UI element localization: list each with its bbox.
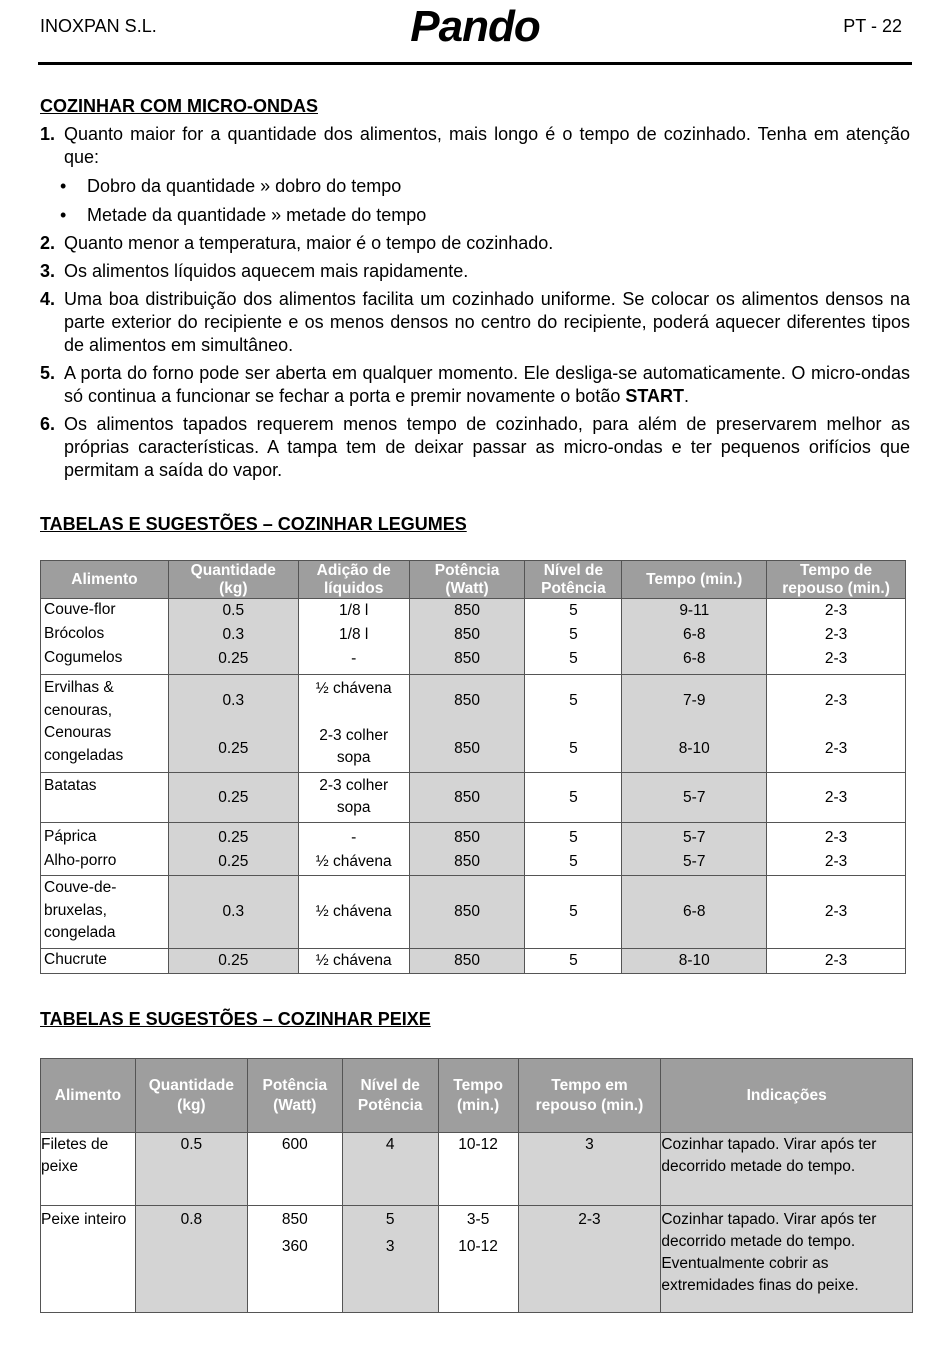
quantity-cell: 0.25 <box>168 773 298 823</box>
rest-cell: 3 <box>518 1133 661 1206</box>
instruction-5 <box>40 362 910 408</box>
start-keyword: START <box>625 386 685 406</box>
section-title-microwave: COZINHAR COM MICRO-ONDAS <box>40 96 318 116</box>
item-text: A porta do forno pode ser aberta em qualquer momento. Ele desliga-se automaticamente. O micro-ondas só continua a funcionar se fechar a porta e premir novamente o botão <box>64 363 910 406</box>
fish-table <box>40 1058 913 1313</box>
section-title-fish: TABELAS E SUGESTÕES – COZINHAR PEIXE <box>40 1009 431 1029</box>
pando-logo: Pando <box>410 2 540 51</box>
col-header-food: Alimento <box>41 561 169 599</box>
col-header-quantity: Quantidade (kg) <box>168 561 298 599</box>
power-cell: 850 <box>409 773 525 823</box>
bullet-icon: • <box>60 176 67 196</box>
table-row <box>41 949 906 974</box>
item-number: 1. <box>40 124 56 144</box>
table-row <box>41 599 906 675</box>
table-row <box>41 1133 913 1206</box>
bullet-text: Metade da quantidade » metade do tempo <box>87 205 427 225</box>
rest-cell: 2-3 2-3 <box>767 823 906 876</box>
food-cell: Couve-flor Brócolos Cogumelos <box>41 599 169 675</box>
quantity-cell: 0.5 <box>135 1133 247 1206</box>
food-cell: Batatas <box>41 773 169 823</box>
food-cell: Páprica Alho-porro <box>41 823 169 876</box>
page-number: PT - 22 <box>843 16 902 36</box>
time-cell: 3-5 10-12 <box>438 1206 518 1313</box>
rest-cell: 2-3 2-3 2-3 <box>767 599 906 675</box>
time-cell: 8-10 <box>622 949 767 974</box>
bullet-text: Dobro da quantidade » dobro do tempo <box>87 176 402 196</box>
rest-cell: 2-3 <box>518 1206 661 1313</box>
liquids-cell: - ½ chávena <box>298 823 409 876</box>
vegetables-table <box>40 560 906 974</box>
power-cell: 850 850 850 <box>409 599 525 675</box>
notes-cell: Cozinhar tapado. Virar após ter decorrido metade do tempo. Eventualmente cobrir as extremidades finas do peixe. <box>661 1206 913 1313</box>
item-number: 6. <box>40 414 56 434</box>
section-title-vegetables: TABELAS E SUGESTÕES – COZINHAR LEGUMES <box>40 514 467 534</box>
time-cell: 6-8 <box>622 876 767 949</box>
instruction-1 <box>40 123 910 169</box>
col-header-level: Nível de Potência <box>525 561 622 599</box>
item-text: Os alimentos tapados requerem menos tempo de cozinhado, para além de preservarem melhor as próprias características. A tampa tem de deixar passar as micro-ondas e ter pequenos orifícios que permitam a saída do vapor. <box>64 414 910 480</box>
item-text: Os alimentos líquidos aquecem mais rapidamente. <box>64 261 469 281</box>
col-header-notes: Indicações <box>661 1059 913 1133</box>
microwave-instructions <box>40 95 910 482</box>
time-cell: 5-7 <box>622 773 767 823</box>
col-header-rest: Tempo em repouso (min.) <box>518 1059 661 1133</box>
power-cell: 850 850 <box>409 823 525 876</box>
item-number: 2. <box>40 233 56 253</box>
table-row <box>41 1206 913 1313</box>
quantity-cell: 0.25 <box>168 949 298 974</box>
table-row <box>41 675 906 773</box>
col-header-time: Tempo (min.) <box>438 1059 518 1133</box>
item-text: Quanto menor a temperatura, maior é o tempo de cozinhado. <box>64 233 554 253</box>
bullet-item <box>40 175 910 198</box>
instruction-2 <box>40 232 910 255</box>
col-header-power: Potência (Watt) <box>247 1059 342 1133</box>
level-cell: 5 <box>525 773 622 823</box>
quantity-cell: 0.5 0.3 0.25 <box>168 599 298 675</box>
level-cell: 5 3 <box>342 1206 438 1313</box>
quantity-cell: 0.3 0.25 <box>168 675 298 773</box>
liquids-cell: ½ chávena <box>298 876 409 949</box>
power-cell: 600 <box>247 1133 342 1206</box>
table-row <box>41 773 906 823</box>
level-cell: 5 5 <box>525 823 622 876</box>
instruction-6 <box>40 413 910 482</box>
liquids-cell: 2-3 colher sopa <box>298 773 409 823</box>
item-number: 3. <box>40 261 56 281</box>
quantity-cell: 0.25 0.25 <box>168 823 298 876</box>
level-cell: 5 <box>525 949 622 974</box>
power-cell: 850 <box>409 949 525 974</box>
rest-cell: 2-3 <box>767 773 906 823</box>
quantity-cell: 0.3 <box>168 876 298 949</box>
time-cell: 9-11 6-8 6-8 <box>622 599 767 675</box>
power-cell: 850 850 <box>409 675 525 773</box>
level-cell: 5 <box>525 876 622 949</box>
col-header-power: Potência (Watt) <box>409 561 525 599</box>
power-cell: 850 360 <box>247 1206 342 1313</box>
rest-cell: 2-3 <box>767 949 906 974</box>
level-cell: 4 <box>342 1133 438 1206</box>
time-cell: 10-12 <box>438 1133 518 1206</box>
item-number: 5. <box>40 363 56 383</box>
item-text: Quanto maior for a quantidade dos alimentos, mais longo é o tempo de cozinhado. Tenha em atenção que: <box>64 124 910 167</box>
food-cell: Peixe inteiro <box>41 1206 136 1313</box>
notes-cell: Cozinhar tapado. Virar após ter decorrido metade do tempo. <box>661 1133 913 1206</box>
food-cell: Couve-de- bruxelas, congelada <box>41 876 169 949</box>
item-text-end: . <box>684 386 690 406</box>
table-row <box>41 876 906 949</box>
col-header-time: Tempo (min.) <box>622 561 767 599</box>
liquids-cell: ½ chávena 2-3 colher sopa <box>298 675 409 773</box>
table-header-row <box>41 1059 913 1133</box>
item-number: 4. <box>40 289 56 309</box>
rest-cell: 2-3 2-3 <box>767 675 906 773</box>
food-cell: Filetes de peixe <box>41 1133 136 1206</box>
level-cell: 5 5 5 <box>525 599 622 675</box>
header-divider <box>38 62 912 65</box>
instruction-3 <box>40 260 910 283</box>
food-cell: Chucrute <box>41 949 169 974</box>
col-header-liquids: Adição de líquidos <box>298 561 409 599</box>
time-cell: 7-9 8-10 <box>622 675 767 773</box>
col-header-quantity: Quantidade (kg) <box>135 1059 247 1133</box>
bullet-icon: • <box>60 205 67 225</box>
col-header-rest: Tempo de repouso (min.) <box>767 561 906 599</box>
time-cell: 5-7 5-7 <box>622 823 767 876</box>
instruction-4 <box>40 288 910 357</box>
table-header-row <box>41 561 906 599</box>
item-text: Uma boa distribuição dos alimentos facilita um cozinhado uniforme. Se colocar os alimentos densos na parte exterior do recipiente e os menos densos no centro do recipiente, poderá aquecer diferentes tipos de alimentos em simultâneo. <box>64 289 910 355</box>
level-cell: 5 5 <box>525 675 622 773</box>
liquids-cell: 1/8 l 1/8 l - <box>298 599 409 675</box>
bullet-item <box>40 204 910 227</box>
table-row <box>41 823 906 876</box>
power-cell: 850 <box>409 876 525 949</box>
liquids-cell: ½ chávena <box>298 949 409 974</box>
food-cell: Ervilhas & cenouras, Cenouras congeladas <box>41 675 169 773</box>
rest-cell: 2-3 <box>767 876 906 949</box>
quantity-cell: 0.8 <box>135 1206 247 1313</box>
col-header-level: Nível de Potência <box>342 1059 438 1133</box>
col-header-food: Alimento <box>41 1059 136 1133</box>
company-name: INOXPAN S.L. <box>40 16 157 36</box>
